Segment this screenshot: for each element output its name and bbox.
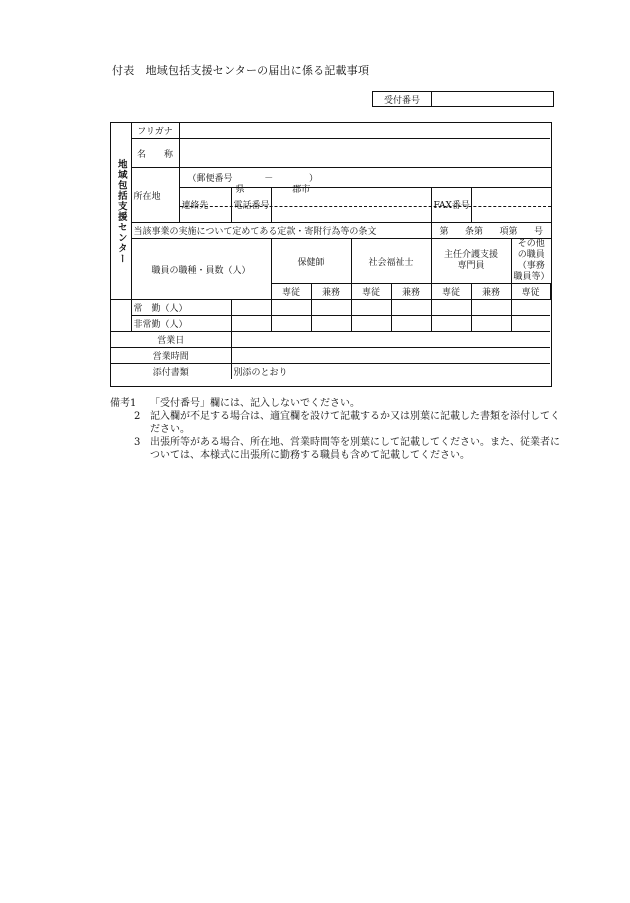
postal-label: （郵便番号 — [187, 174, 233, 184]
business-days-label: 営業日 — [111, 332, 231, 348]
fax-label: FAX番号 — [431, 187, 471, 222]
subheader-concurrent: 兼務 — [471, 284, 511, 300]
subheader-fulltime: 専従 — [511, 284, 550, 300]
center-vertical-label: 地域包括支援センター — [111, 123, 131, 300]
staff-header: 職員の職種・員数（人） — [131, 239, 271, 300]
staff-spacer — [111, 300, 131, 332]
name-field[interactable] — [179, 139, 550, 168]
article-ko: 項第 — [499, 227, 518, 237]
address-field[interactable] — [179, 168, 551, 195]
staff-category-care-manager: 主任介護支援 専門員 — [431, 239, 511, 284]
attachments-field[interactable]: 別添のとおり — [231, 364, 550, 380]
address-dashed-divider — [180, 206, 552, 207]
staff-cell[interactable] — [391, 316, 431, 332]
business-hours-field[interactable] — [231, 348, 550, 364]
staff-category-social-worker: 社会福祉士 — [351, 239, 431, 284]
staff-cell[interactable] — [231, 316, 271, 332]
receipt-number-label: 受付番号 — [373, 92, 432, 106]
receipt-number-box — [372, 91, 554, 107]
articles-label: 当該事業の実施について定めてある定款・寄附行為等の条文 — [131, 223, 431, 239]
staff-cell[interactable] — [511, 300, 550, 316]
subheader-concurrent: 兼務 — [311, 284, 351, 300]
furigana-label: フリガナ — [131, 123, 179, 139]
name-label: 名 称 — [131, 139, 179, 168]
remark-text: 記入欄が不足する場合は、適宜欄を設けて記載するか又は別葉に記載した書類を添付してください。 — [150, 411, 560, 435]
article-dai: 第 — [439, 227, 449, 237]
business-days-field[interactable] — [231, 332, 550, 348]
subheader-concurrent: 兼務 — [391, 284, 431, 300]
articles-numbering — [434, 224, 550, 237]
staff-cell[interactable] — [311, 300, 351, 316]
staff-row-fulltime: 常 勤（人） — [131, 300, 231, 316]
remark-item — [110, 397, 560, 410]
staff-cell[interactable] — [271, 300, 311, 316]
subheader-fulltime: 専従 — [271, 284, 311, 300]
remark-text: 「受付番号」欄には、記入しないでください。 — [150, 398, 360, 409]
staff-category-nurse: 保健師 — [271, 239, 351, 284]
registration-form — [110, 122, 552, 387]
remark-number: 2 — [134, 411, 141, 422]
staff-category-other: その他の職員 （事務職員等） — [511, 239, 551, 284]
remark-number: 3 — [134, 437, 141, 448]
remark-item — [110, 436, 560, 462]
remark-text: 出張所等がある場合、所在地、営業時間等を別葉にして記載してください。また、従業者については、本様式に出張所に勤務する職員も含めて記載してください。 — [150, 437, 560, 461]
staff-cell[interactable] — [271, 316, 311, 332]
staff-cell[interactable] — [511, 316, 550, 332]
remark-number: 1 — [130, 398, 137, 409]
postal-close: ） — [309, 174, 319, 184]
remark-heading — [110, 397, 150, 410]
subheader-concurrent — [550, 284, 551, 300]
subheader-fulltime: 専従 — [351, 284, 391, 300]
staff-cell[interactable] — [231, 300, 271, 316]
contact-label: 連絡先 — [179, 187, 231, 222]
staff-row-parttime: 非常勤（人） — [131, 316, 231, 332]
article-jo: 条第 — [464, 227, 483, 237]
staff-cell[interactable] — [471, 300, 511, 316]
staff-cell[interactable] — [431, 316, 471, 332]
business-hours-label: 営業時間 — [111, 348, 231, 364]
postal-dash: － — [264, 174, 274, 184]
remarks-section — [110, 397, 560, 462]
staff-cell[interactable] — [391, 300, 431, 316]
staff-cell[interactable] — [471, 316, 511, 332]
phone-label: 電話番号 — [231, 187, 271, 222]
staff-cell[interactable] — [351, 300, 391, 316]
articles-field[interactable] — [431, 223, 551, 239]
receipt-number-field[interactable] — [432, 92, 553, 106]
attachments-label: 添付書類 — [111, 364, 231, 380]
subheader-fulltime: 専従 — [431, 284, 471, 300]
staff-cell[interactable] — [311, 316, 351, 332]
address-label: 所在地 — [131, 168, 179, 223]
furigana-field[interactable] — [179, 123, 550, 139]
district-label: 郡市 — [292, 185, 311, 195]
fax-field[interactable] — [471, 187, 551, 222]
page-title: 付表 地域包括支援センターの届出に係る記載事項 — [112, 64, 370, 77]
form-table — [111, 123, 551, 379]
article-go: 号 — [533, 227, 543, 237]
remark-item — [110, 410, 560, 436]
prefecture-label: 県 — [235, 185, 245, 195]
prefecture-line — [236, 182, 311, 195]
remarks-heading-text: 備考 — [110, 398, 130, 409]
staff-cell[interactable] — [351, 316, 391, 332]
staff-cell[interactable] — [431, 300, 471, 316]
